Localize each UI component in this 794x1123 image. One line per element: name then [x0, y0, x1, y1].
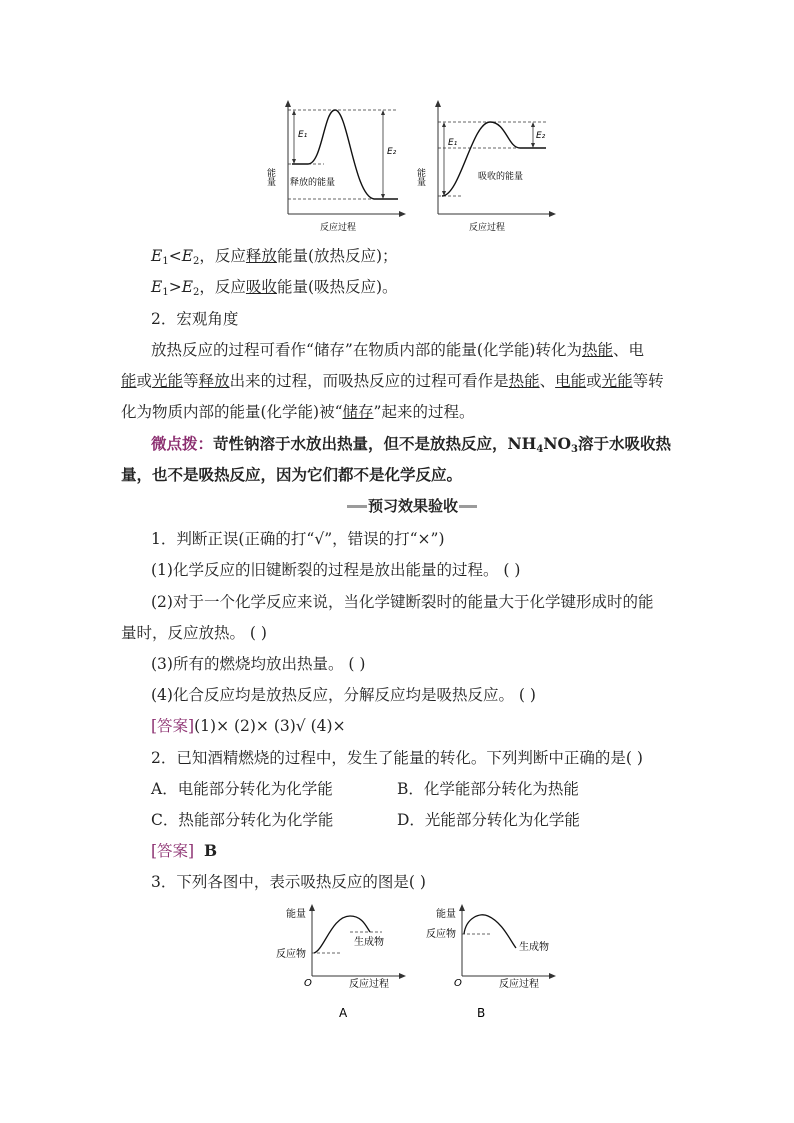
heading-macro: 2．宏观角度 [151, 310, 239, 328]
subscript: 1 [162, 287, 169, 298]
keyword: 吸收 [245, 278, 277, 296]
y-axis-label: 能量 [415, 168, 425, 186]
section-title-label: 预习效果验收 [367, 497, 458, 515]
text: 或 [586, 372, 602, 390]
q3-graph-b [420, 900, 565, 1025]
tip-line: 量，也不是吸热反应，因为它们都不是化学反应。 [121, 465, 463, 484]
text: 等 [183, 372, 199, 390]
x-axis-label: 反应过程 [469, 223, 506, 233]
symbol: E [151, 247, 163, 265]
reactant-label: 反应物 [276, 949, 306, 960]
exothermic-diagram [265, 100, 406, 233]
endothermic-diagram [415, 100, 556, 233]
e1-label: E₁ [298, 130, 308, 140]
text: 能量(吸热反应)。 [276, 278, 398, 296]
q2-option-b: B．化学能部分转化为热能 [397, 780, 579, 798]
q2-option-a: A．电能部分转化为化学能 [151, 780, 333, 798]
subscript: 4 [536, 444, 544, 455]
text: 或 [136, 372, 153, 390]
answer-text: B [203, 841, 218, 860]
text: 溶于水吸收热 [577, 434, 671, 453]
symbol: E [181, 247, 194, 265]
q1-item: (4)化合反应均是放热反应，分解反应均是吸热反应。 ( ) [151, 686, 536, 704]
q2-option-c: C．热能部分转化为化学能 [151, 811, 334, 829]
reactant-label: 反应物 [426, 929, 456, 940]
text: 等转 [632, 372, 664, 390]
product-label: 生成物 [354, 937, 384, 948]
q2-answer [151, 841, 217, 861]
answer-label: [答案] [151, 717, 195, 735]
text: 出来的过程，而吸热反应的过程可看作是 [229, 372, 509, 390]
paragraph-line [151, 340, 644, 360]
tip-label: 微点拨： [151, 434, 214, 453]
keyword: 电能 [555, 372, 587, 390]
product-label: 生成物 [519, 942, 549, 953]
keyword: 储存 [342, 403, 374, 421]
q1-item: 量时，反应放热。 ( ) [121, 624, 267, 642]
y-axis-label: 能量 [265, 168, 275, 186]
origin-label: O [304, 978, 312, 989]
symbol: E [181, 278, 194, 296]
keyword: 热能 [581, 341, 613, 359]
text: 能量(放热反应)； [276, 247, 398, 265]
text: 苛性钠溶于水放出热量，但不是放热反应，NH [213, 434, 537, 453]
text: ，反应 [199, 247, 246, 265]
paragraph-line [121, 371, 664, 391]
e2-label: E₂ [387, 147, 397, 157]
text: 、 [539, 372, 556, 390]
q2-option-d: D．光能部分转化为化学能 [397, 811, 580, 829]
keyword: 光能 [601, 372, 633, 390]
text: 、电 [612, 341, 644, 359]
origin-label: O [454, 978, 462, 989]
caption: B [477, 1006, 486, 1020]
x-axis-label: 反应过程 [320, 223, 357, 233]
energy-diagram-figure [262, 96, 562, 236]
answer-label: [答案] [151, 842, 195, 860]
e2-label: E₂ [536, 131, 546, 141]
rule-endothermic [151, 277, 398, 297]
section-title [347, 495, 477, 517]
keyword: 热能 [508, 372, 540, 390]
paragraph-line [121, 402, 474, 422]
q3-title: 3．下列各图中，表示吸热反应的图是( ) [151, 873, 426, 891]
keyword: 光能 [152, 372, 184, 390]
operator: > [168, 278, 182, 296]
caption: A [339, 1006, 348, 1020]
q1-item: (1)化学反应的旧键断裂的过程是放出能量的过程。 ( ) [151, 561, 521, 579]
subscript: 3 [570, 444, 578, 455]
q1-answer [151, 716, 346, 736]
text: 放热反应的过程可看作“储存”在物质内部的能量(化学能)转化为 [151, 341, 582, 359]
e1-label: E₁ [448, 138, 458, 148]
operator: < [168, 247, 182, 265]
subscript: 2 [193, 256, 200, 267]
keyword: 能 [121, 372, 137, 390]
release-energy-label: 释放的能量 [290, 178, 336, 188]
q2-title: 2．已知酒精燃烧的过程中，发生了能量的转化。下列判断中正确的是( ) [151, 749, 643, 767]
q1-item: (2)对于一个化学反应来说，当化学键断裂时的能量大于化学键形成时的能 [151, 593, 654, 611]
y-axis-label: 能量 [286, 909, 306, 920]
answer-text: (1)× (2)× (3)√ (4)× [194, 717, 346, 735]
text: NO [543, 434, 571, 453]
y-axis-label: 能量 [436, 909, 456, 920]
keyword: 释放 [198, 372, 230, 390]
x-axis-label: 反应过程 [499, 979, 539, 990]
text: 化为物质内部的能量(化学能)被“ [121, 403, 343, 421]
subscript: 2 [193, 287, 200, 298]
text: ，反应 [199, 278, 246, 296]
rule-exothermic [151, 246, 398, 266]
tip-line [151, 434, 671, 454]
keyword: 释放 [245, 247, 277, 265]
q1-title: 1．判断正误(正确的打“√”，错误的打“×”) [151, 530, 445, 548]
text: ”起来的过程。 [373, 403, 475, 421]
q3-graph-a [270, 900, 415, 1025]
symbol: E [151, 278, 163, 296]
subscript: 1 [162, 256, 169, 267]
absorb-energy-label: 吸收的能量 [478, 172, 524, 182]
x-axis-label: 反应过程 [349, 979, 389, 990]
q1-item: (3)所有的燃烧均放出热量。 ( ) [151, 655, 366, 673]
